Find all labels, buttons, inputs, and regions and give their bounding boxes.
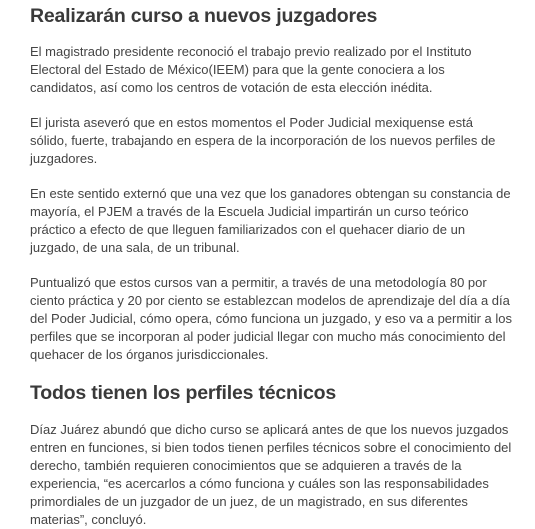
paragraph-diaz-juarez: Díaz Juárez abundó que dicho curso se aplicará antes de que los nuevos juzgados entren en funciones, si bien todos tienen perfiles técnicos sobre el conocimiento del derecho, también requieren conocimientos que se adquieren a través de la experiencia, “es acercarlos a cómo funciona y cuáles son las responsabilidades primordiales de un juzgador de un juez, de un magistrado, en sus diferentes materias”, concluyó. (30, 422, 512, 527)
section-heading-perfiles: Todos tienen los perfiles técnicos (30, 382, 336, 404)
section-heading-curso: Realizarán curso a nuevos juzgadores (30, 5, 378, 27)
paragraph-poder-judicial-solido: El jurista aseveró que en estos momentos el Poder Judicial mexiquense está sólido, fuerte, trabajando en espera de la incorporación de los nuevos perfiles de juzgadores. (30, 115, 496, 166)
paragraph-metodologia: Puntualizó que estos cursos van a permitir, a través de una metodología 80 por ciento práctica y 20 por ciento se establezcan modelos de aprendizaje del día a día del Poder Judicial, cómo opera, cómo funciona un juzgado, y eso va a permitir a los perfiles que se incorporan al poder judicial llegar con mucho más conocimiento del quehacer de los órganos jurisdiccionales. (30, 275, 512, 362)
paragraph-curso-teorico-practico: En este sentido externó que una vez que los ganadores obtengan su constancia de mayoría, el PJEM a través de la Escuela Judicial impartirán un curso teórico práctico a efecto de que lleguen familiarizados con el quehacer diario de un juzgado, de una sala, de un tribunal. (30, 186, 511, 255)
paragraph-iee-reconocimiento: El magistrado presidente reconoció el trabajo previo realizado por el Instituto Electoral del Estado de México(IEEM) para que la gente conociera a los candidatos, así como los centros de votación de esta elección inédita. (30, 44, 472, 95)
